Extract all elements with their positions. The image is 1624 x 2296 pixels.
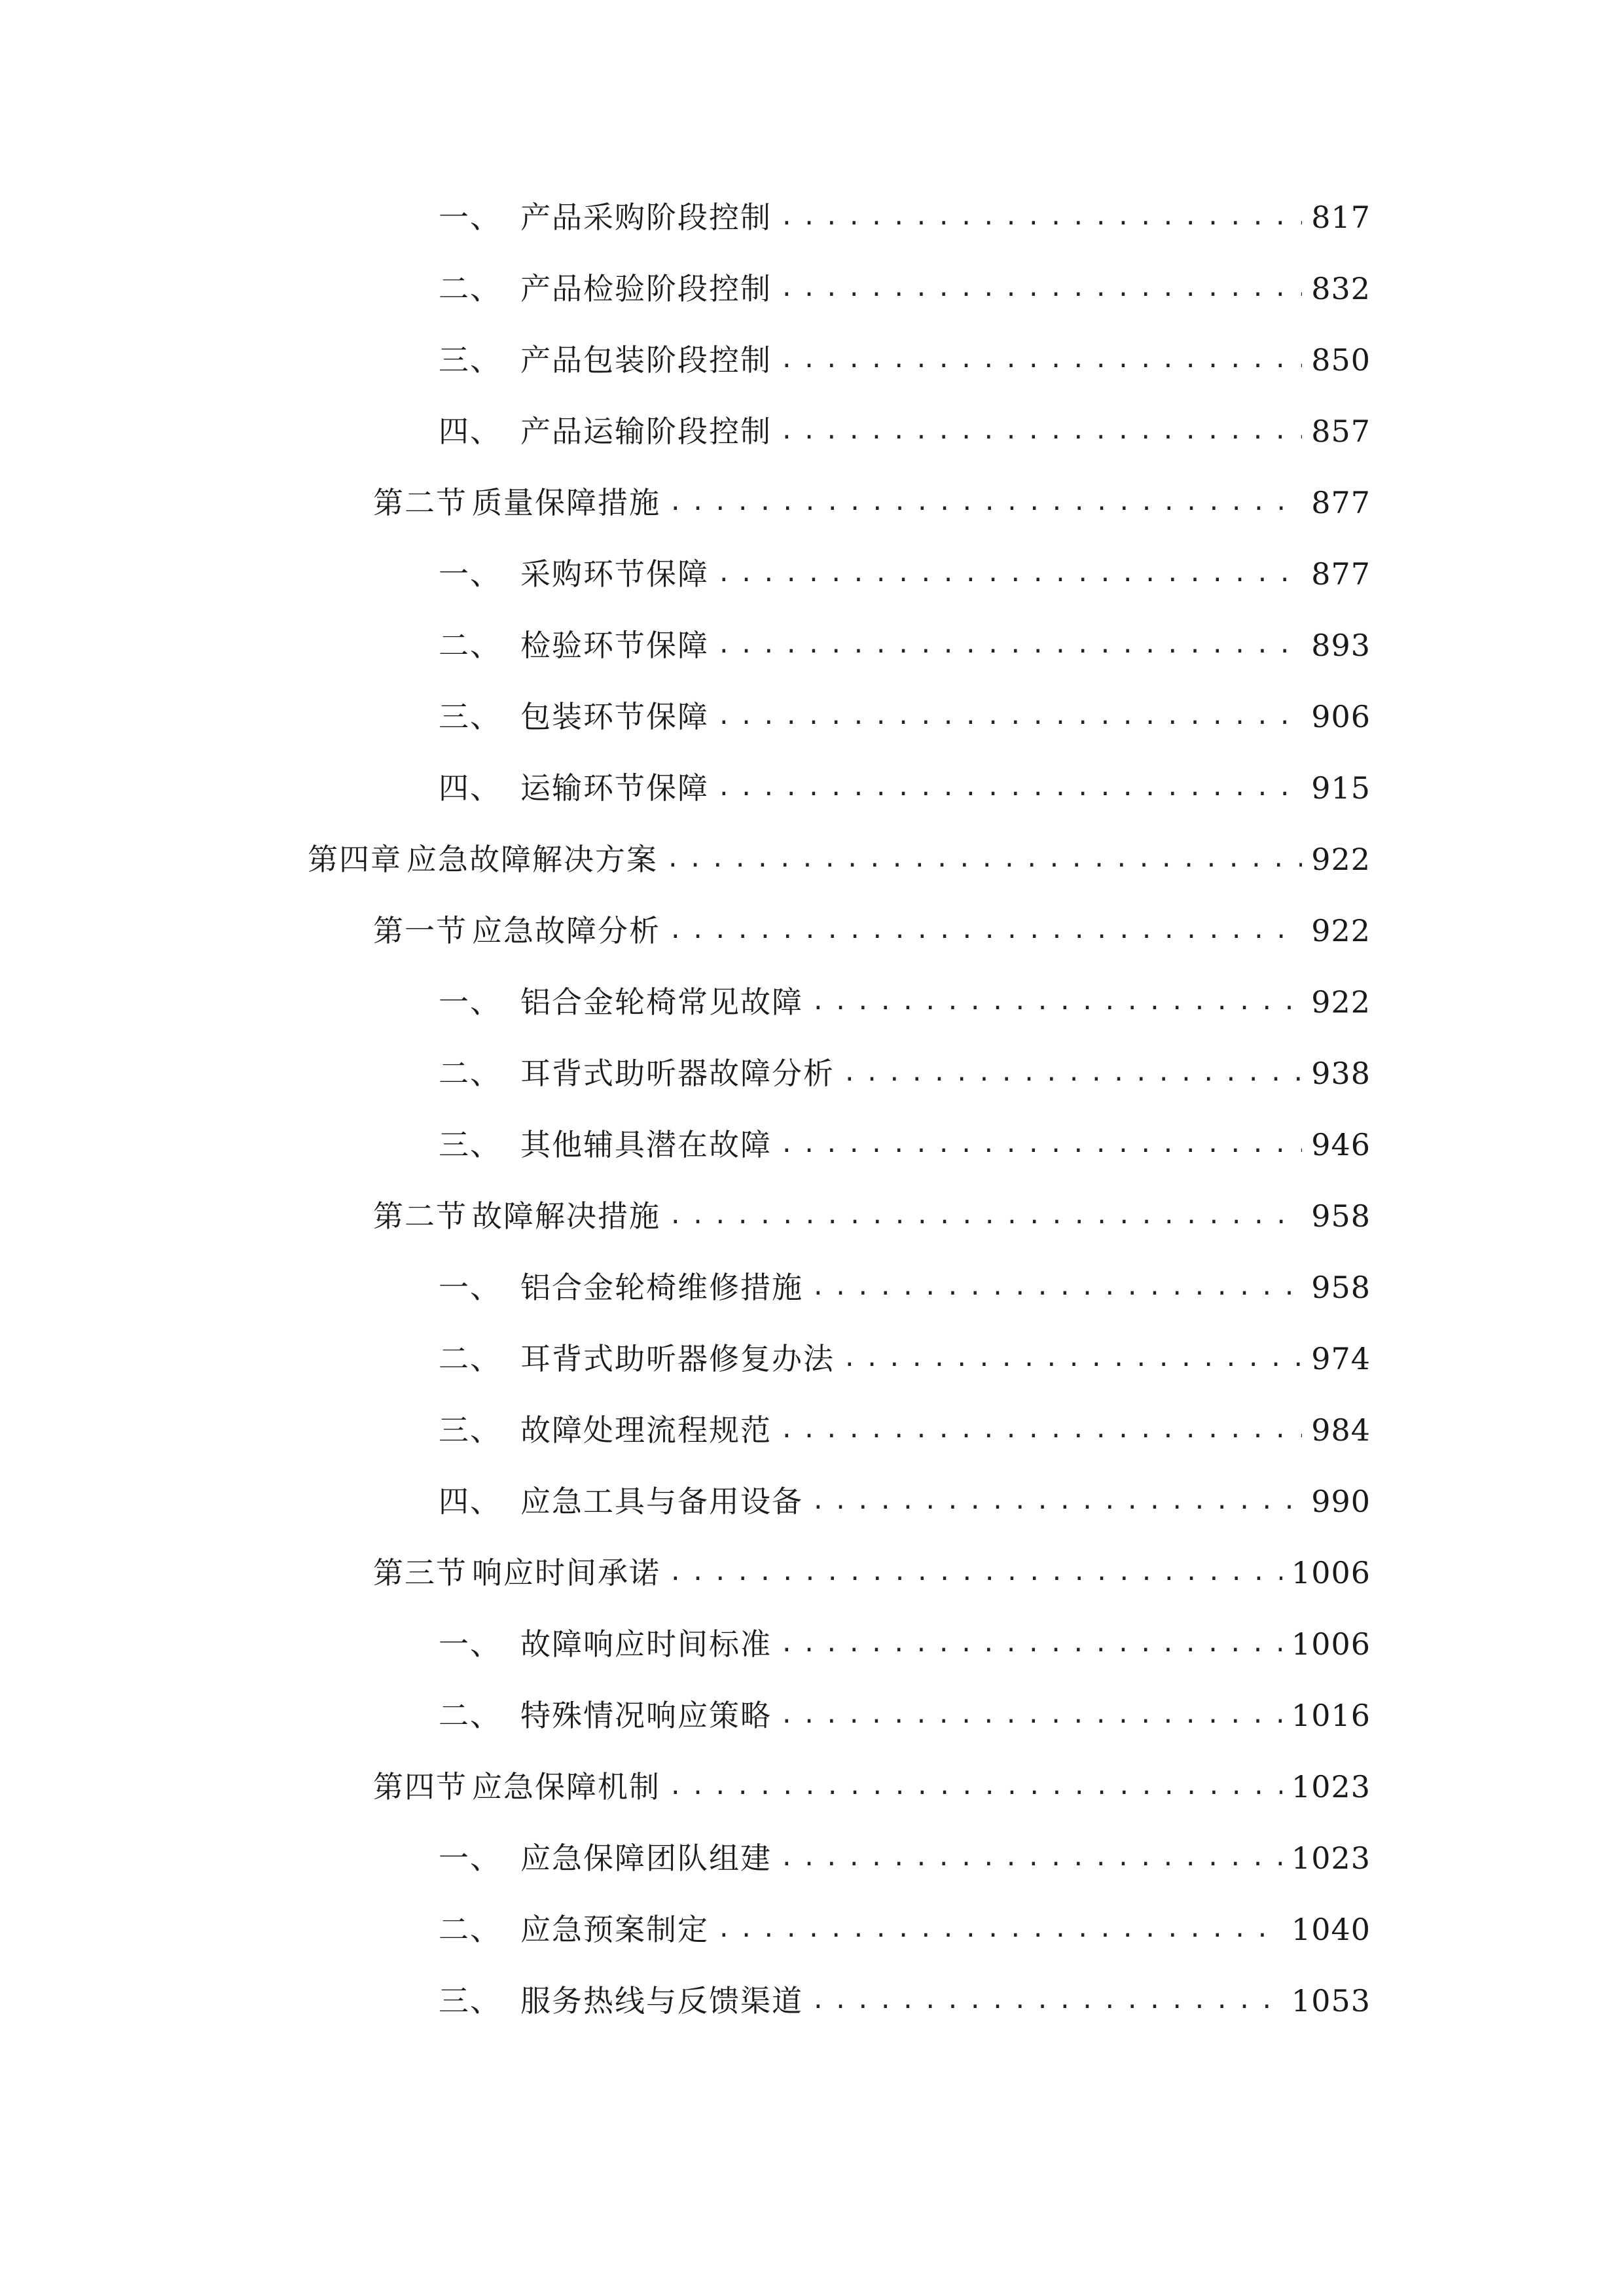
dot-leader: [780, 1689, 1282, 1742]
toc-section[interactable]: [373, 476, 1371, 529]
dot-leader: [780, 1404, 1302, 1456]
toc-section[interactable]: [373, 1190, 1371, 1242]
toc-entry-title: 服务热线与反馈渠道: [520, 1983, 803, 2018]
toc-entry-page: 1040: [1291, 1912, 1371, 1947]
toc-entry-title: 耳背式助听器故障分析: [520, 1056, 835, 1091]
toc-entry-number: 二、: [439, 1341, 501, 1376]
toc-entry-page: 817: [1311, 200, 1371, 235]
toc-entry-title: 产品采购阶段控制: [520, 200, 772, 235]
toc-entry-page: 1006: [1291, 1626, 1371, 1662]
toc-entry[interactable]: [439, 691, 1371, 743]
toc-entry-number: 一、: [439, 556, 501, 592]
toc-entry[interactable]: [439, 1047, 1371, 1100]
toc-entry[interactable]: [439, 1119, 1371, 1171]
toc-entry-page: 922: [1311, 984, 1371, 1020]
toc-entry[interactable]: [439, 1475, 1371, 1528]
toc-entry-title: 耳背式助听器修复办法: [520, 1341, 835, 1376]
toc-entry-page: 946: [1311, 1127, 1371, 1162]
toc-entry[interactable]: [439, 1903, 1371, 1956]
toc-entry-number: 一、: [439, 200, 501, 235]
toc-section-title: 质量保障措施: [472, 485, 660, 520]
toc-section-number: 第三节: [373, 1555, 467, 1590]
toc-entry-number: 三、: [439, 1412, 501, 1448]
toc-entry-number: 一、: [439, 1840, 501, 1876]
toc-entry-title: 故障响应时间标准: [520, 1626, 772, 1662]
toc-entry-title: 应急保障团队组建: [520, 1840, 772, 1876]
dot-leader: [668, 1190, 1302, 1242]
toc-entry-number: 一、: [439, 984, 501, 1020]
toc-entry-number: 二、: [439, 1912, 501, 1947]
toc-entry-number: 二、: [439, 1056, 501, 1091]
toc-entry-number: 一、: [439, 1270, 501, 1305]
toc-section-page: 958: [1311, 1198, 1371, 1234]
toc-entry[interactable]: [439, 1404, 1371, 1456]
toc-section-number: 第四节: [373, 1769, 467, 1804]
toc-entry-title: 产品运输阶段控制: [520, 414, 772, 449]
toc-entry-number: 三、: [439, 342, 501, 378]
toc-entry-title: 检验环节保障: [520, 628, 709, 663]
toc-section-page: 877: [1311, 485, 1371, 520]
toc-entry-title: 特殊情况响应策略: [520, 1698, 772, 1733]
dot-leader: [811, 1475, 1302, 1528]
toc-entry[interactable]: [439, 619, 1371, 672]
toc-entry-number: 四、: [439, 770, 501, 806]
toc-chapter[interactable]: [308, 833, 1371, 886]
dot-leader: [717, 619, 1302, 672]
toc-entry-number: 二、: [439, 1698, 501, 1733]
toc-entry[interactable]: [439, 334, 1371, 386]
toc-entry-title: 运输环节保障: [520, 770, 709, 806]
dot-leader: [780, 334, 1302, 386]
toc-entry-page: 915: [1311, 770, 1371, 806]
toc-section-page: 1006: [1291, 1555, 1371, 1590]
toc-entry-number: 四、: [439, 1484, 501, 1519]
dot-leader: [811, 1975, 1282, 2027]
toc-entry-page: 1053: [1291, 1983, 1371, 2018]
toc-entry-number: 一、: [439, 1626, 501, 1662]
toc-entry[interactable]: [439, 191, 1371, 243]
dot-leader: [717, 548, 1302, 600]
toc-entry-title: 应急预案制定: [520, 1912, 709, 1947]
toc-section-number: 第一节: [373, 913, 467, 948]
toc-entry-page: 857: [1311, 414, 1371, 449]
toc-entry-page: 850: [1311, 342, 1371, 378]
dot-leader: [780, 1618, 1282, 1670]
toc-entry-number: 四、: [439, 414, 501, 449]
toc-entry[interactable]: [439, 1261, 1371, 1314]
toc-entry-title: 产品包装阶段控制: [520, 342, 772, 378]
toc-entry-title: 故障处理流程规范: [520, 1412, 772, 1448]
toc-entry-page: 974: [1311, 1341, 1371, 1376]
toc-entry[interactable]: [439, 976, 1371, 1028]
toc-entry-number: 三、: [439, 1127, 501, 1162]
dot-leader: [811, 976, 1302, 1028]
toc-entry[interactable]: [439, 1975, 1371, 2027]
toc-entry[interactable]: [439, 1618, 1371, 1670]
toc-entry-title: 铝合金轮椅常见故障: [520, 984, 803, 1020]
dot-leader: [780, 191, 1302, 243]
toc-chapter-title: 应急故障解决方案: [406, 842, 658, 877]
dot-leader: [811, 1261, 1302, 1314]
toc-entry-page: 832: [1311, 271, 1371, 306]
dot-leader: [842, 1333, 1302, 1385]
toc-entry[interactable]: [439, 548, 1371, 600]
toc-section[interactable]: [373, 1761, 1371, 1813]
toc-entry[interactable]: [439, 262, 1371, 315]
toc-entry-page: 958: [1311, 1270, 1371, 1305]
dot-leader: [780, 1832, 1282, 1884]
toc-entry-page: 1023: [1291, 1840, 1371, 1876]
toc-entry-number: 二、: [439, 628, 501, 663]
dot-leader: [780, 405, 1302, 457]
toc-entry[interactable]: [439, 1832, 1371, 1884]
toc-entry-number: 三、: [439, 1983, 501, 2018]
toc-entry-page: 938: [1311, 1056, 1371, 1091]
toc-entry-number: 三、: [439, 699, 501, 734]
toc-chapter-number: 第四章: [308, 842, 402, 877]
toc-section-title: 应急故障分析: [472, 913, 660, 948]
dot-leader: [666, 833, 1302, 886]
toc-section-number: 第二节: [373, 485, 467, 520]
dot-leader: [668, 905, 1302, 957]
dot-leader: [780, 262, 1302, 315]
toc-entry-title: 应急工具与备用设备: [520, 1484, 803, 1519]
toc-entry-title: 采购环节保障: [520, 556, 709, 592]
toc-entry-page: 893: [1311, 628, 1371, 663]
dot-leader: [668, 476, 1302, 529]
toc-entry[interactable]: [439, 405, 1371, 457]
dot-leader: [668, 1761, 1282, 1813]
toc-entry-page: 877: [1311, 556, 1371, 592]
toc-section-page: 1023: [1291, 1769, 1371, 1804]
dot-leader: [717, 691, 1302, 743]
toc-section-page: 922: [1311, 913, 1371, 948]
toc-section-title: 故障解决措施: [472, 1198, 660, 1234]
toc-entry[interactable]: [439, 762, 1371, 814]
toc-entry-title: 产品检验阶段控制: [520, 271, 772, 306]
toc-entry-title: 其他辅具潜在故障: [520, 1127, 772, 1162]
dot-leader: [842, 1047, 1302, 1100]
toc-entry-title: 包装环节保障: [520, 699, 709, 734]
dot-leader: [717, 1903, 1282, 1956]
dot-leader: [780, 1119, 1302, 1171]
dot-leader: [717, 762, 1302, 814]
toc-section-title: 响应时间承诺: [472, 1555, 660, 1590]
toc-entry-page: 906: [1311, 699, 1371, 734]
toc-entry-title: 铝合金轮椅维修措施: [520, 1270, 803, 1305]
toc-entry-page: 990: [1311, 1484, 1371, 1519]
toc-section[interactable]: [373, 1547, 1371, 1599]
toc-section[interactable]: [373, 905, 1371, 957]
dot-leader: [668, 1547, 1282, 1599]
toc-section-title: 应急保障机制: [472, 1769, 660, 1804]
toc-entry-number: 二、: [439, 271, 501, 306]
toc-section-number: 第二节: [373, 1198, 467, 1234]
toc-entry[interactable]: [439, 1689, 1371, 1742]
toc-chapter-page: 922: [1311, 842, 1371, 877]
toc-entry-page: 984: [1311, 1412, 1371, 1448]
toc-entry-page: 1016: [1291, 1698, 1371, 1733]
toc-entry[interactable]: [439, 1333, 1371, 1385]
